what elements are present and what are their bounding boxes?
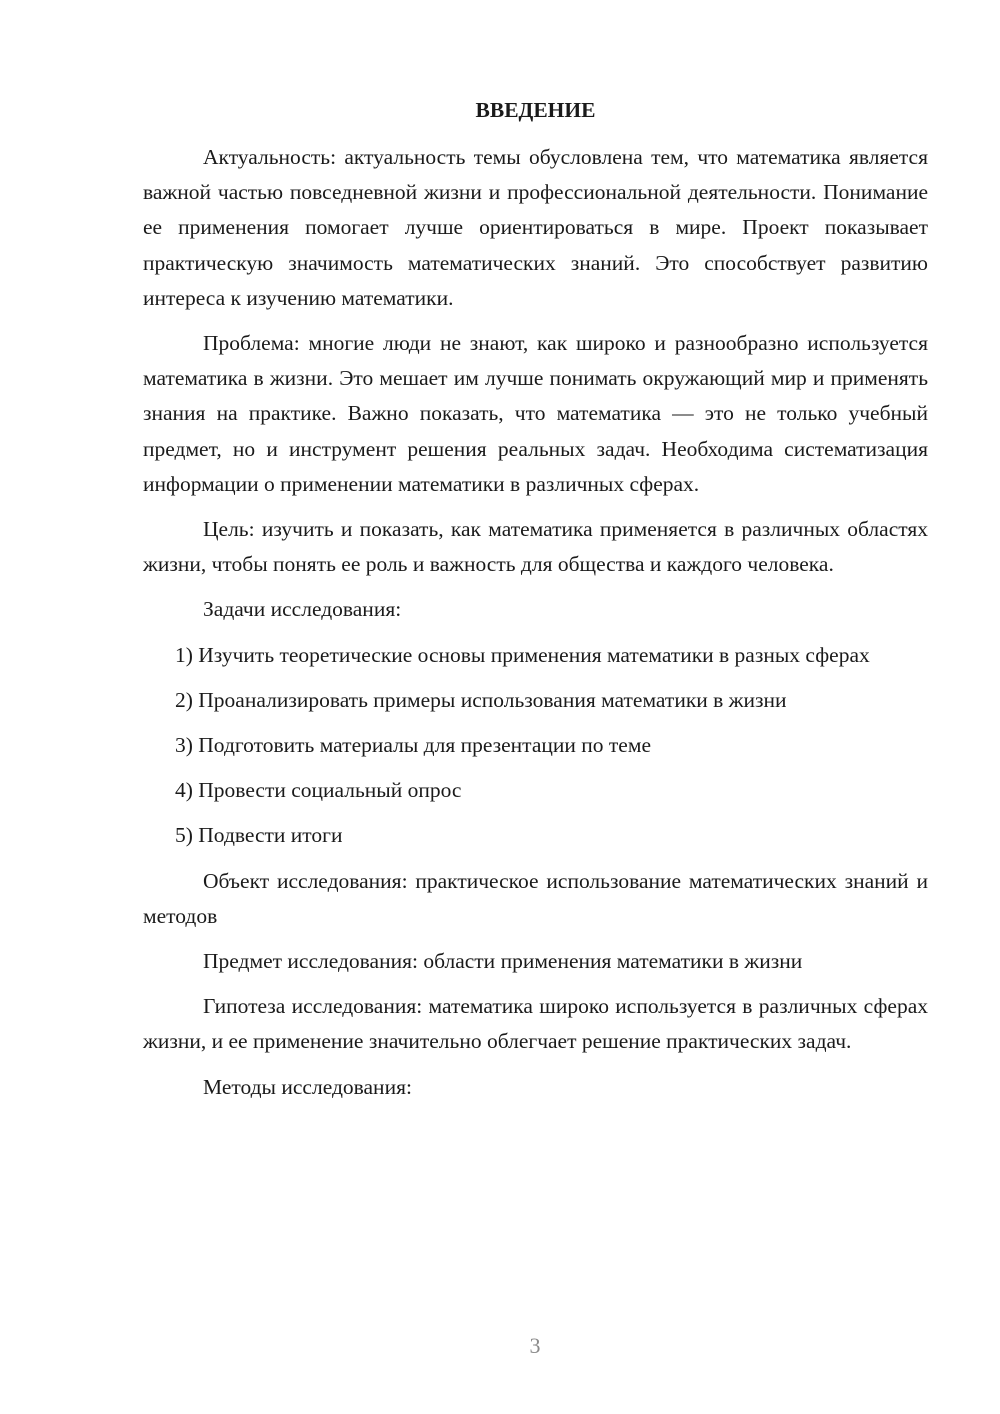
hypothesis-paragraph: Гипотеза исследования: математика широко используется в различных сферах жизни, и ее применение значительно облегчает решение практических задач. <box>143 994 928 1054</box>
goal-paragraph: Цель: изучить и показать, как математика применяется в различных областях жизни, чтобы понять ее роль и важность для общества и каждого человека. <box>143 517 928 577</box>
document-body <box>143 93 928 1115</box>
task-item: 1) Изучить теоретические основы применения математики в разных сферах <box>175 642 870 667</box>
relevance-paragraph: Актуальность: актуальность темы обусловлена тем, что математика является важной частью повседневной жизни и профессиональной деятельности. Понимание ее применения помогает лучше ориентироваться в мире. Проект показывает практическую значимость математических знаний. Это способствует развитию интереса к изучению математики. <box>143 145 928 310</box>
subject-paragraph: Предмет исследования: области применения математики в жизни <box>203 949 803 974</box>
methods-heading: Методы исследования: <box>203 1074 412 1099</box>
task-item: 3) Подготовить материалы для презентации по теме <box>175 733 651 758</box>
page-number: 3 <box>529 1333 541 1358</box>
section-title: ВВЕДЕНИЕ <box>475 98 596 122</box>
problem-paragraph: Проблема: многие люди не знают, как широко и разнообразно используется математика в жизни. Это мешает им лучше понимать окружающий мир и применять знания на практике. Важно показать, что математика — это не только учебный предмет, но и инструмент решения реальных задач. Необходима систематизация информации о применении математики в различных сферах. <box>143 331 928 496</box>
task-item: 2) Проанализировать примеры использования математики в жизни <box>175 687 787 712</box>
object-paragraph: Объект исследования: практическое использование математических знаний и методов <box>143 868 928 928</box>
tasks-heading: Задачи исследования: <box>203 597 402 622</box>
task-item: 5) Подвести итоги <box>175 823 343 848</box>
task-item: 4) Провести социальный опрос <box>175 778 462 803</box>
